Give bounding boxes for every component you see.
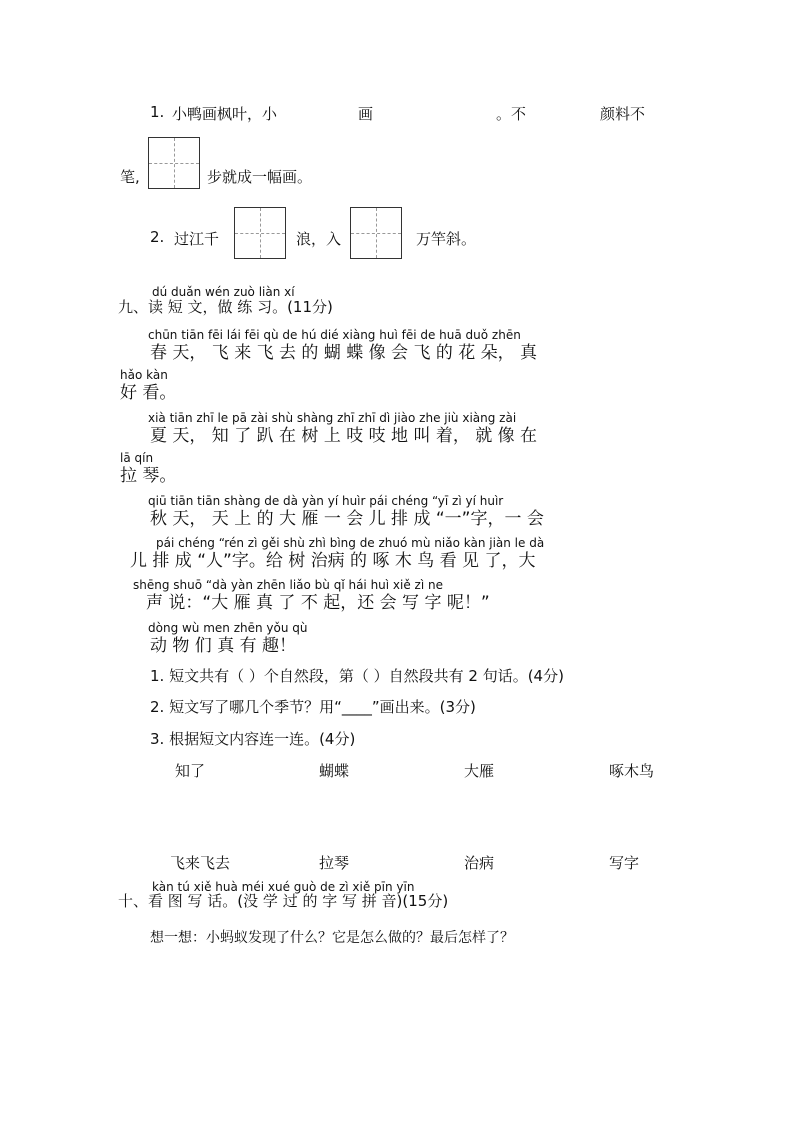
item2-text-c: 万竿斜。 <box>416 230 477 248</box>
match-top-item[interactable]: 知了 <box>175 762 206 780</box>
item2-text-b: 浪，入 <box>296 230 342 248</box>
p1-line-2: 好 看。 <box>120 383 177 403</box>
section10-title: 十、看 图 写 话。(没 学 过 的 字 写 拼 音)(15分) <box>118 892 449 910</box>
p4-line-1: 动 物 们 真 有 趣！ <box>150 636 297 656</box>
p3-line-3: 声 说：“大 雁 真 了 不 起，还 会 写 字 呢！” <box>146 593 490 613</box>
section10-hint: 想一想：小蚂蚁发现了什么？它是怎么做的？最后怎样了？ <box>150 930 514 946</box>
item1-number: 1. <box>150 103 165 121</box>
p3-pinyin-3: shēng shuō “dà yàn zhēn liǎo bù qǐ hái huì xiě zì ne <box>133 578 443 592</box>
p3-pinyin-1: qiū tiān tiān shàng de dà yàn yí huìr pái chéng “yī zì yí huìr <box>148 494 504 508</box>
p4-pinyin-1: dòng wù men zhēn yǒu qù <box>148 621 308 635</box>
match-bottom-item[interactable]: 飞来飞去 <box>170 854 231 872</box>
match-bottom-item[interactable]: 写字 <box>609 854 640 872</box>
match-top-item[interactable]: 蝴蝶 <box>319 762 350 780</box>
tian-grid-box[interactable] <box>234 207 286 259</box>
match-top-item[interactable]: 大雁 <box>464 762 495 780</box>
item2-text-a: 过江千 <box>174 230 220 248</box>
item2-number: 2. <box>150 228 165 246</box>
question-3: 3. 根据短文内容连一连。(4分) <box>150 730 356 748</box>
section9-title: 九、读 短 文，做 练 习。(11分) <box>118 298 333 316</box>
item1-text-b: 画 <box>358 105 374 123</box>
tian-grid-box[interactable] <box>350 207 402 259</box>
p2-line-2: 拉 琴。 <box>120 466 177 486</box>
p1-pinyin-1: chūn tiān fēi lái fēi qù de hú dié xiàng huì fēi de huā duǒ zhēn <box>148 328 521 342</box>
tian-grid-box[interactable] <box>148 137 200 189</box>
p3-line-1: 秋 天， 天 上 的 大 雁 一 会 儿 排 成 “一”字，一 会 <box>150 509 544 529</box>
section10-pinyin: kàn tú xiě huà méi xué guò de zì xiě pīn yīn <box>152 880 415 894</box>
p3-pinyin-2: pái chéng “rén zì gěi shù zhì bìng de zhuó mù niǎo kàn jiàn le dà <box>156 536 545 550</box>
item1-text-d: 颜料不 <box>600 105 646 123</box>
match-bottom-item[interactable]: 治病 <box>464 854 495 872</box>
match-bottom-item[interactable]: 拉琴 <box>319 854 350 872</box>
p2-pinyin-2: lā qín <box>120 451 154 465</box>
p2-line-1: 夏 天， 知 了 趴 在 树 上 吱 吱 地 叫 着， 就 像 在 <box>150 426 538 446</box>
question-2: 2. 短文写了哪几个季节？用“____”画出来。(3分) <box>150 698 476 716</box>
p2-pinyin-1: xià tiān zhī le pā zài shù shàng zhī zhī dì jiào zhe jiù xiàng zài <box>148 411 517 425</box>
section9-pinyin: dú duǎn wén zuò liàn xí <box>152 285 295 299</box>
item1-text-a: 小鸭画枫叶，小 <box>172 105 278 123</box>
p1-line-1: 春 天， 飞 来 飞 去 的 蝴 蝶 像 会 飞 的 花 朵， 真 <box>150 343 538 363</box>
item1-text-c: 。不 <box>496 105 527 123</box>
match-top-item[interactable]: 啄木鸟 <box>609 762 655 780</box>
p3-line-2: 儿 排 成 “人”字。给 树 治病 的 啄 木 鸟 看 见 了，大 <box>130 551 536 571</box>
item1-text-e: 笔, <box>120 168 140 186</box>
p1-pinyin-2: hǎo kàn <box>120 368 168 382</box>
item1-text-f: 步就成一幅画。 <box>207 168 313 186</box>
question-1: 1. 短文共有（ ）个自然段，第（ ）自然段共有 2 句话。(4分) <box>150 667 564 685</box>
